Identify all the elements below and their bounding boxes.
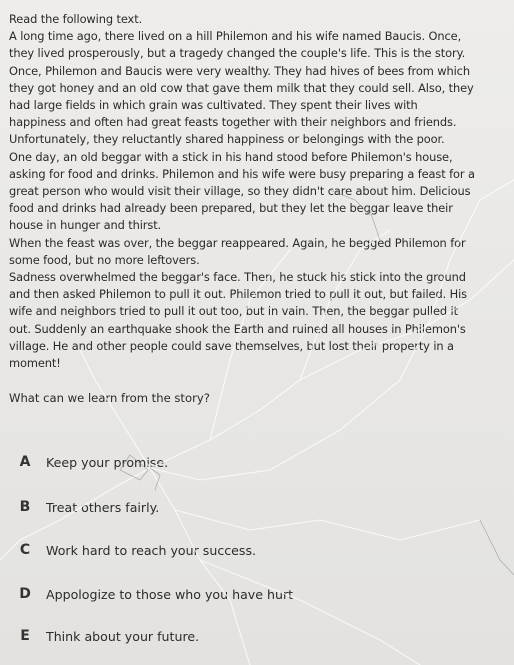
passage-line: great person who would visit their village, so they didn't care about him. Delicious xyxy=(9,184,471,199)
passage-line: wife and neighbors tried to pull it out too, but in vain. Then, the beggar pulled it xyxy=(9,304,458,319)
option-e[interactable] xyxy=(0,621,500,651)
passage-line: had large fields in which grain was cultivated. They spent their lives with xyxy=(9,98,418,113)
option-letter: E xyxy=(20,628,30,644)
passage-line: happiness and often had great feasts together with their neighbors and friends. xyxy=(9,115,457,130)
passage-line: One day, an old beggar with a stick in his hand stood before Philemon's house, xyxy=(9,149,453,164)
passage-line: house in hunger and thirst. xyxy=(9,218,162,233)
option-text: Keep your promise. xyxy=(46,454,169,470)
option-text: Appologize to those who you have hurt xyxy=(46,586,294,602)
option-a[interactable] xyxy=(0,447,500,477)
passage-line: some food, but no more leftovers. xyxy=(9,252,200,267)
option-text: Think about your future. xyxy=(46,628,200,644)
option-text: Work hard to reach your success. xyxy=(46,542,257,558)
passage-line: Unfortunately, they reluctantly shared happiness or belongings with the poor. xyxy=(9,132,445,147)
option-letter: C xyxy=(19,542,31,558)
passage-line: out. Suddenly an earthquake shook the Earth and ruined all houses in Philemon's xyxy=(9,321,466,336)
option-letter: D xyxy=(19,586,31,602)
passage-line: they got honey and an old cow that gave them milk that they could sell. Also, they xyxy=(9,80,474,95)
passage-line: When the feast was over, the beggar reappeared. Again, he begged Philemon for xyxy=(9,235,466,250)
passage-line: Once, Philemon and Baucis were very wealthy. They had hives of bees from which xyxy=(9,63,470,78)
option-text: Treat others fairly. xyxy=(46,499,160,515)
passage-line: Read the following text. xyxy=(9,12,143,26)
reading-passage xyxy=(9,11,509,372)
option-letter: B xyxy=(19,499,31,515)
option-d[interactable] xyxy=(0,579,500,609)
passage-line: A long time ago, there lived on a hill Philemon and his wife named Baucis. Once, xyxy=(9,29,462,44)
passage-line: they lived prosperously, but a tragedy changed the couple's life. This is the story. xyxy=(9,46,466,61)
passage-line: village. He and other people could save themselves, but lost their property in a xyxy=(9,338,454,353)
option-b[interactable] xyxy=(0,492,500,522)
question-text: What can we learn from the story? xyxy=(9,391,210,405)
passage-line: food and drinks had already been prepared, but they let the beggar leave their xyxy=(9,201,453,216)
passage-line: moment! xyxy=(9,356,61,371)
passage-line: asking for food and drinks. Philemon and his wife were busy preparing a feast for a xyxy=(9,166,475,181)
passage-line: Sadness overwhelmed the beggar's face. Then, he stuck his stick into the ground xyxy=(9,270,466,285)
passage-line: and then asked Philemon to pull it out. Philemon tried to pull it out, but failed. His xyxy=(9,287,467,302)
option-c[interactable] xyxy=(0,535,500,565)
option-letter: A xyxy=(19,454,31,470)
